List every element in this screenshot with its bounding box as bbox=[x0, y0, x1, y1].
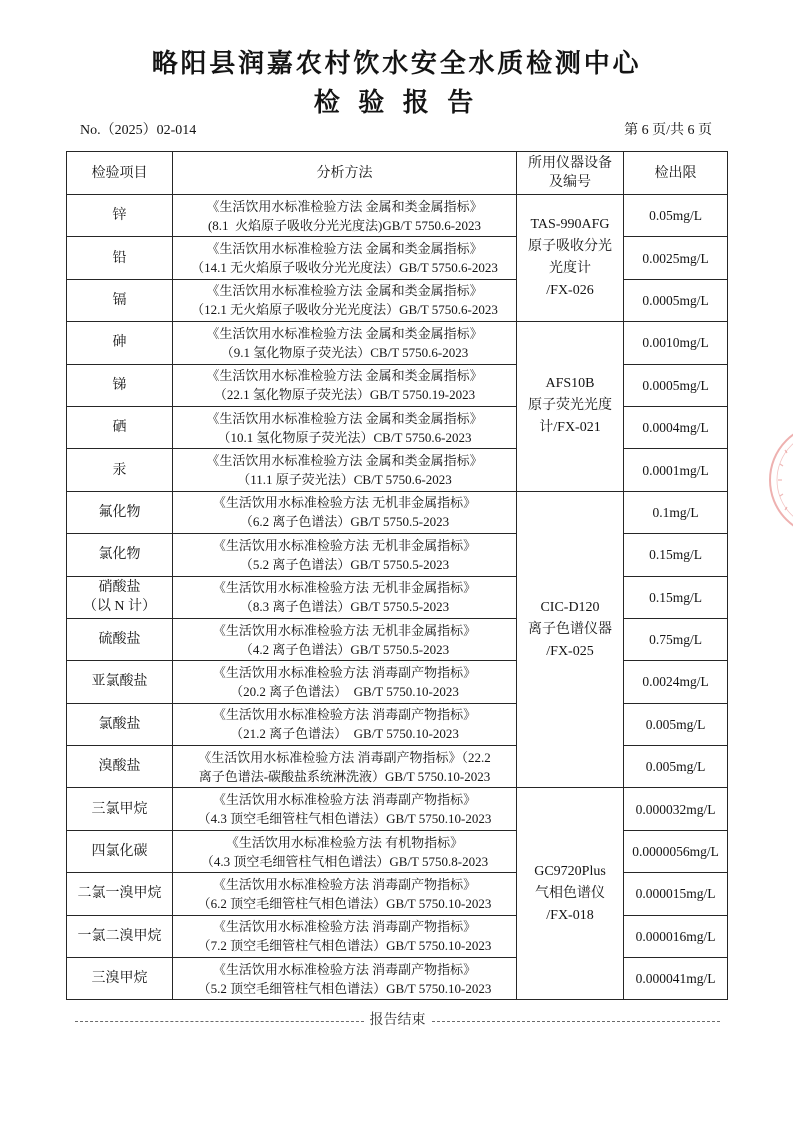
method-line: （4.3 顶空毛细管柱气相色谱法）GB/T 5750.10-2023 bbox=[197, 811, 492, 827]
report-end-text: 报告结束 bbox=[369, 1013, 426, 1028]
detection-limit-cell bbox=[624, 830, 728, 872]
table-row bbox=[67, 915, 728, 957]
table-row bbox=[67, 534, 728, 576]
item-name: 硝酸盐 bbox=[98, 580, 141, 596]
detection-limit-cell bbox=[624, 406, 728, 448]
method-cell bbox=[173, 195, 517, 237]
detection-limit: 0.0025mg/L bbox=[642, 250, 709, 266]
header-limit-label: 检出限 bbox=[654, 165, 697, 181]
method-line: （4.2 离子色谱法）GB/T 5750.5-2023 bbox=[239, 641, 450, 657]
header-item-label: 检验项目 bbox=[91, 165, 148, 181]
method-line: （21.2 离子色谱法） GB/T 5750.10-2023 bbox=[230, 726, 459, 742]
item-cell bbox=[67, 703, 173, 745]
detection-limit: 0.15mg/L bbox=[649, 547, 702, 563]
instrument-line: GC9720Plus bbox=[534, 863, 606, 879]
item-cell bbox=[67, 364, 173, 406]
page-indicator: 第 6 页/共 6 页 bbox=[624, 123, 712, 138]
item-name: 硒 bbox=[112, 420, 127, 436]
instrument-cell bbox=[517, 788, 624, 1000]
method-cell bbox=[173, 279, 517, 321]
item-cell bbox=[67, 873, 173, 915]
method-cell bbox=[173, 364, 517, 406]
item-cell bbox=[67, 534, 173, 576]
method-line: 《生活饮用水标准检验方法 金属和类金属指标》 bbox=[206, 368, 483, 384]
method-line: 《生活饮用水标准检验方法 消毒副产物指标》 bbox=[212, 792, 477, 808]
method-line: 《生活饮用水标准检验方法 无机非金属指标》 bbox=[212, 622, 477, 638]
detection-limit-cell bbox=[624, 618, 728, 660]
table-row bbox=[67, 958, 728, 1000]
method-line: 《生活饮用水标准检验方法 金属和类金属指标》 bbox=[206, 198, 483, 214]
method-line: （20.2 离子色谱法） GB/T 5750.10-2023 bbox=[230, 683, 459, 699]
item-name: 砷 bbox=[112, 335, 127, 351]
method-line: （12.1 无火焰原子吸收分光光度法）GB/T 5750.6-2023 bbox=[191, 302, 498, 318]
method-cell bbox=[173, 406, 517, 448]
method-line: （10.1 氢化物原子荧光法）CB/T 5750.6-2023 bbox=[217, 429, 472, 445]
item-name: 亚氯酸盐 bbox=[91, 674, 148, 690]
detection-limit: 0.0000056mg/L bbox=[632, 844, 719, 860]
header-method bbox=[173, 152, 517, 195]
report-subtitle: 检 验 报 告 bbox=[313, 88, 480, 117]
dashed-divider-left bbox=[75, 1021, 364, 1022]
detection-limit: 0.15mg/L bbox=[649, 589, 702, 605]
table-row bbox=[67, 322, 728, 364]
detection-limit: 0.005mg/L bbox=[645, 759, 706, 775]
detection-limit-cell bbox=[624, 449, 728, 491]
instrument-line: 光度计 bbox=[549, 261, 591, 277]
method-line: (8.1 火焰原子吸收分光光度法)GB/T 5750.6-2023 bbox=[207, 217, 482, 233]
item-cell bbox=[67, 746, 173, 788]
method-line: （14.1 无火焰原子吸收分光光度法）GB/T 5750.6-2023 bbox=[191, 260, 498, 276]
method-cell bbox=[173, 788, 517, 830]
detection-limit-cell bbox=[624, 958, 728, 1000]
method-line: 《生活饮用水标准检验方法 金属和类金属指标》 bbox=[206, 283, 483, 299]
detection-limit-cell bbox=[624, 322, 728, 364]
item-cell bbox=[67, 406, 173, 448]
item-cell bbox=[67, 788, 173, 830]
method-line: 《生活饮用水标准检验方法 金属和类金属指标》 bbox=[206, 410, 483, 426]
instrument-line: 计/FX-021 bbox=[539, 420, 601, 436]
item-name: 氯酸盐 bbox=[98, 716, 141, 732]
item-cell bbox=[67, 661, 173, 703]
method-line: 《生活饮用水标准检验方法 金属和类金属指标》 bbox=[206, 453, 483, 469]
item-name: 锑 bbox=[112, 377, 127, 393]
item-cell bbox=[67, 491, 173, 533]
detection-limit: 0.005mg/L bbox=[645, 716, 706, 732]
method-line: 离子色谱法-碳酸盐系统淋洗液）GB/T 5750.10-2023 bbox=[198, 768, 491, 784]
report-end-marker bbox=[75, 1012, 720, 1030]
method-line: （6.2 离子色谱法）GB/T 5750.5-2023 bbox=[239, 514, 450, 530]
method-line: （5.2 顶空毛细管柱气相色谱法）GB/T 5750.10-2023 bbox=[197, 980, 492, 996]
method-line: 《生活饮用水标准检验方法 消毒副产物指标》 bbox=[212, 876, 477, 892]
instrument-cell bbox=[517, 322, 624, 492]
item-name: 硫酸盐 bbox=[98, 632, 141, 648]
instrument-line: 离子色谱仪器 bbox=[528, 621, 612, 637]
detection-limit-cell bbox=[624, 576, 728, 618]
method-cell bbox=[173, 661, 517, 703]
header-instrument-label-line: 及编号 bbox=[549, 175, 591, 190]
detection-limit-cell bbox=[624, 279, 728, 321]
method-line: 《生活饮用水标准检验方法 消毒副产物指标》 bbox=[212, 664, 477, 680]
method-cell bbox=[173, 703, 517, 745]
instrument-line: /FX-018 bbox=[546, 907, 594, 923]
table-row bbox=[67, 873, 728, 915]
instrument-line: CIC-D120 bbox=[540, 599, 600, 615]
item-cell bbox=[67, 830, 173, 872]
method-line: （5.2 离子色谱法）GB/T 5750.5-2023 bbox=[239, 556, 450, 572]
detection-limit-cell bbox=[624, 491, 728, 533]
instrument-line: AFS10B bbox=[545, 376, 595, 392]
method-cell bbox=[173, 534, 517, 576]
detection-limit-cell bbox=[624, 661, 728, 703]
method-line: 《生活饮用水标准检验方法 无机非金属指标》 bbox=[212, 580, 477, 596]
method-cell bbox=[173, 915, 517, 957]
detection-limit-cell bbox=[624, 703, 728, 745]
detection-limit-cell bbox=[624, 746, 728, 788]
item-cell bbox=[67, 618, 173, 660]
method-line: 《生活饮用水标准检验方法 无机非金属指标》 bbox=[212, 495, 477, 511]
detection-limit-cell bbox=[624, 788, 728, 830]
detection-limit-cell bbox=[624, 364, 728, 406]
method-cell bbox=[173, 746, 517, 788]
item-cell bbox=[67, 322, 173, 364]
item-name-note: （以 N 计） bbox=[82, 599, 157, 615]
method-line: 《生活饮用水标准检验方法 消毒副产物指标》（22.2 bbox=[198, 749, 491, 765]
instrument-line: 原子荧光光度 bbox=[528, 398, 612, 414]
method-cell bbox=[173, 576, 517, 618]
item-name: 铅 bbox=[112, 250, 127, 266]
method-line: 《生活饮用水标准检验方法 无机非金属指标》 bbox=[212, 537, 477, 553]
header-item bbox=[67, 152, 173, 195]
table-row bbox=[67, 618, 728, 660]
method-line: 《生活饮用水标准检验方法 有机物指标》 bbox=[225, 834, 464, 850]
detection-limit: 0.0005mg/L bbox=[642, 292, 709, 308]
detection-limit: 0.0010mg/L bbox=[642, 335, 709, 351]
detection-limit: 0.1mg/L bbox=[652, 504, 699, 520]
method-line: （9.1 氢化物原子荧光法）CB/T 5750.6-2023 bbox=[220, 344, 469, 360]
instrument-cell bbox=[517, 195, 624, 322]
detection-limit-cell bbox=[624, 195, 728, 237]
method-cell bbox=[173, 830, 517, 872]
method-line: （6.2 顶空毛细管柱气相色谱法）GB/T 5750.10-2023 bbox=[197, 895, 492, 911]
method-cell bbox=[173, 449, 517, 491]
item-name: 氯化物 bbox=[98, 547, 141, 563]
method-cell bbox=[173, 958, 517, 1000]
item-name: 三氯甲烷 bbox=[91, 801, 148, 817]
method-line: （8.3 离子色谱法）GB/T 5750.5-2023 bbox=[239, 599, 450, 615]
table-row bbox=[67, 788, 728, 830]
item-name: 锌 bbox=[112, 208, 127, 224]
table-row bbox=[67, 449, 728, 491]
instrument-line: 原子吸收分光 bbox=[528, 239, 612, 255]
item-name: 汞 bbox=[112, 462, 127, 478]
detection-limit: 0.0024mg/L bbox=[642, 674, 709, 690]
report-number: No.（2025）02-014 bbox=[80, 123, 197, 138]
detection-limit: 0.000015mg/L bbox=[635, 886, 716, 902]
item-name: 四氯化碳 bbox=[91, 844, 148, 860]
dashed-divider-right bbox=[432, 1021, 721, 1022]
detection-limit-cell bbox=[624, 237, 728, 279]
instrument-line: TAS-990AFG bbox=[530, 217, 610, 233]
item-cell bbox=[67, 279, 173, 321]
item-cell bbox=[67, 576, 173, 618]
header-limit bbox=[624, 152, 728, 195]
instrument-line: 气相色谱仪 bbox=[535, 885, 605, 901]
item-name: 一氯二溴甲烷 bbox=[77, 928, 162, 944]
detection-limit: 0.75mg/L bbox=[649, 632, 702, 648]
header-instrument-label-line: 所用仪器设备 bbox=[528, 156, 612, 171]
detection-limit: 0.05mg/L bbox=[649, 208, 702, 224]
method-cell bbox=[173, 237, 517, 279]
table-row bbox=[67, 703, 728, 745]
item-cell bbox=[67, 449, 173, 491]
table-header-row bbox=[67, 152, 728, 195]
detection-limit: 0.0004mg/L bbox=[642, 420, 709, 436]
method-line: （22.1 氢化物原子荧光法）GB/T 5750.19-2023 bbox=[213, 387, 476, 403]
report-org-title: 略阳县润嘉农村饮水安全水质检测中心 bbox=[151, 49, 642, 78]
item-name: 镉 bbox=[112, 292, 127, 308]
method-cell bbox=[173, 873, 517, 915]
detection-limit: 0.000032mg/L bbox=[635, 801, 716, 817]
detection-limit: 0.0001mg/L bbox=[642, 462, 709, 478]
method-line: 《生活饮用水标准检验方法 金属和类金属指标》 bbox=[206, 241, 483, 257]
table-row bbox=[67, 576, 728, 618]
item-cell bbox=[67, 195, 173, 237]
item-name: 氟化物 bbox=[98, 504, 141, 520]
item-name: 三溴甲烷 bbox=[91, 971, 148, 987]
table-row bbox=[67, 830, 728, 872]
method-line: 《生活饮用水标准检验方法 消毒副产物指标》 bbox=[212, 919, 477, 935]
item-name: 溴酸盐 bbox=[98, 759, 141, 775]
detection-limit: 0.0005mg/L bbox=[642, 377, 709, 393]
instrument-cell bbox=[517, 491, 624, 788]
method-cell bbox=[173, 322, 517, 364]
table-row bbox=[67, 746, 728, 788]
header-method-label: 分析方法 bbox=[316, 165, 373, 181]
report-table bbox=[66, 151, 728, 1000]
detection-limit-cell bbox=[624, 915, 728, 957]
method-line: 《生活饮用水标准检验方法 金属和类金属指标》 bbox=[206, 325, 483, 341]
table-row bbox=[67, 661, 728, 703]
detection-limit: 0.000016mg/L bbox=[635, 928, 716, 944]
table-row bbox=[67, 491, 728, 533]
table-row bbox=[67, 195, 728, 237]
method-cell bbox=[173, 491, 517, 533]
method-line: （11.1 原子荧光法）CB/T 5750.6-2023 bbox=[237, 472, 452, 488]
header-instrument bbox=[517, 152, 624, 195]
item-name: 二氯一溴甲烷 bbox=[77, 886, 162, 902]
detection-limit: 0.000041mg/L bbox=[635, 971, 716, 987]
table-row bbox=[67, 406, 728, 448]
table-row bbox=[67, 237, 728, 279]
detection-limit-cell bbox=[624, 873, 728, 915]
item-cell bbox=[67, 915, 173, 957]
instrument-line: /FX-025 bbox=[546, 643, 594, 659]
method-cell bbox=[173, 618, 517, 660]
detection-limit-cell bbox=[624, 534, 728, 576]
seam-seal-stamp-icon bbox=[752, 420, 793, 540]
method-line: （7.2 顶空毛细管柱气相色谱法）GB/T 5750.10-2023 bbox=[197, 938, 492, 954]
table-row bbox=[67, 279, 728, 321]
item-cell bbox=[67, 237, 173, 279]
item-cell bbox=[67, 958, 173, 1000]
method-line: 《生活饮用水标准检验方法 消毒副产物指标》 bbox=[212, 961, 477, 977]
method-line: 《生活饮用水标准检验方法 消毒副产物指标》 bbox=[212, 707, 477, 723]
table-row bbox=[67, 364, 728, 406]
instrument-line: /FX-026 bbox=[546, 283, 594, 299]
method-line: （4.3 顶空毛细管柱气相色谱法）GB/T 5750.8-2023 bbox=[200, 853, 489, 869]
